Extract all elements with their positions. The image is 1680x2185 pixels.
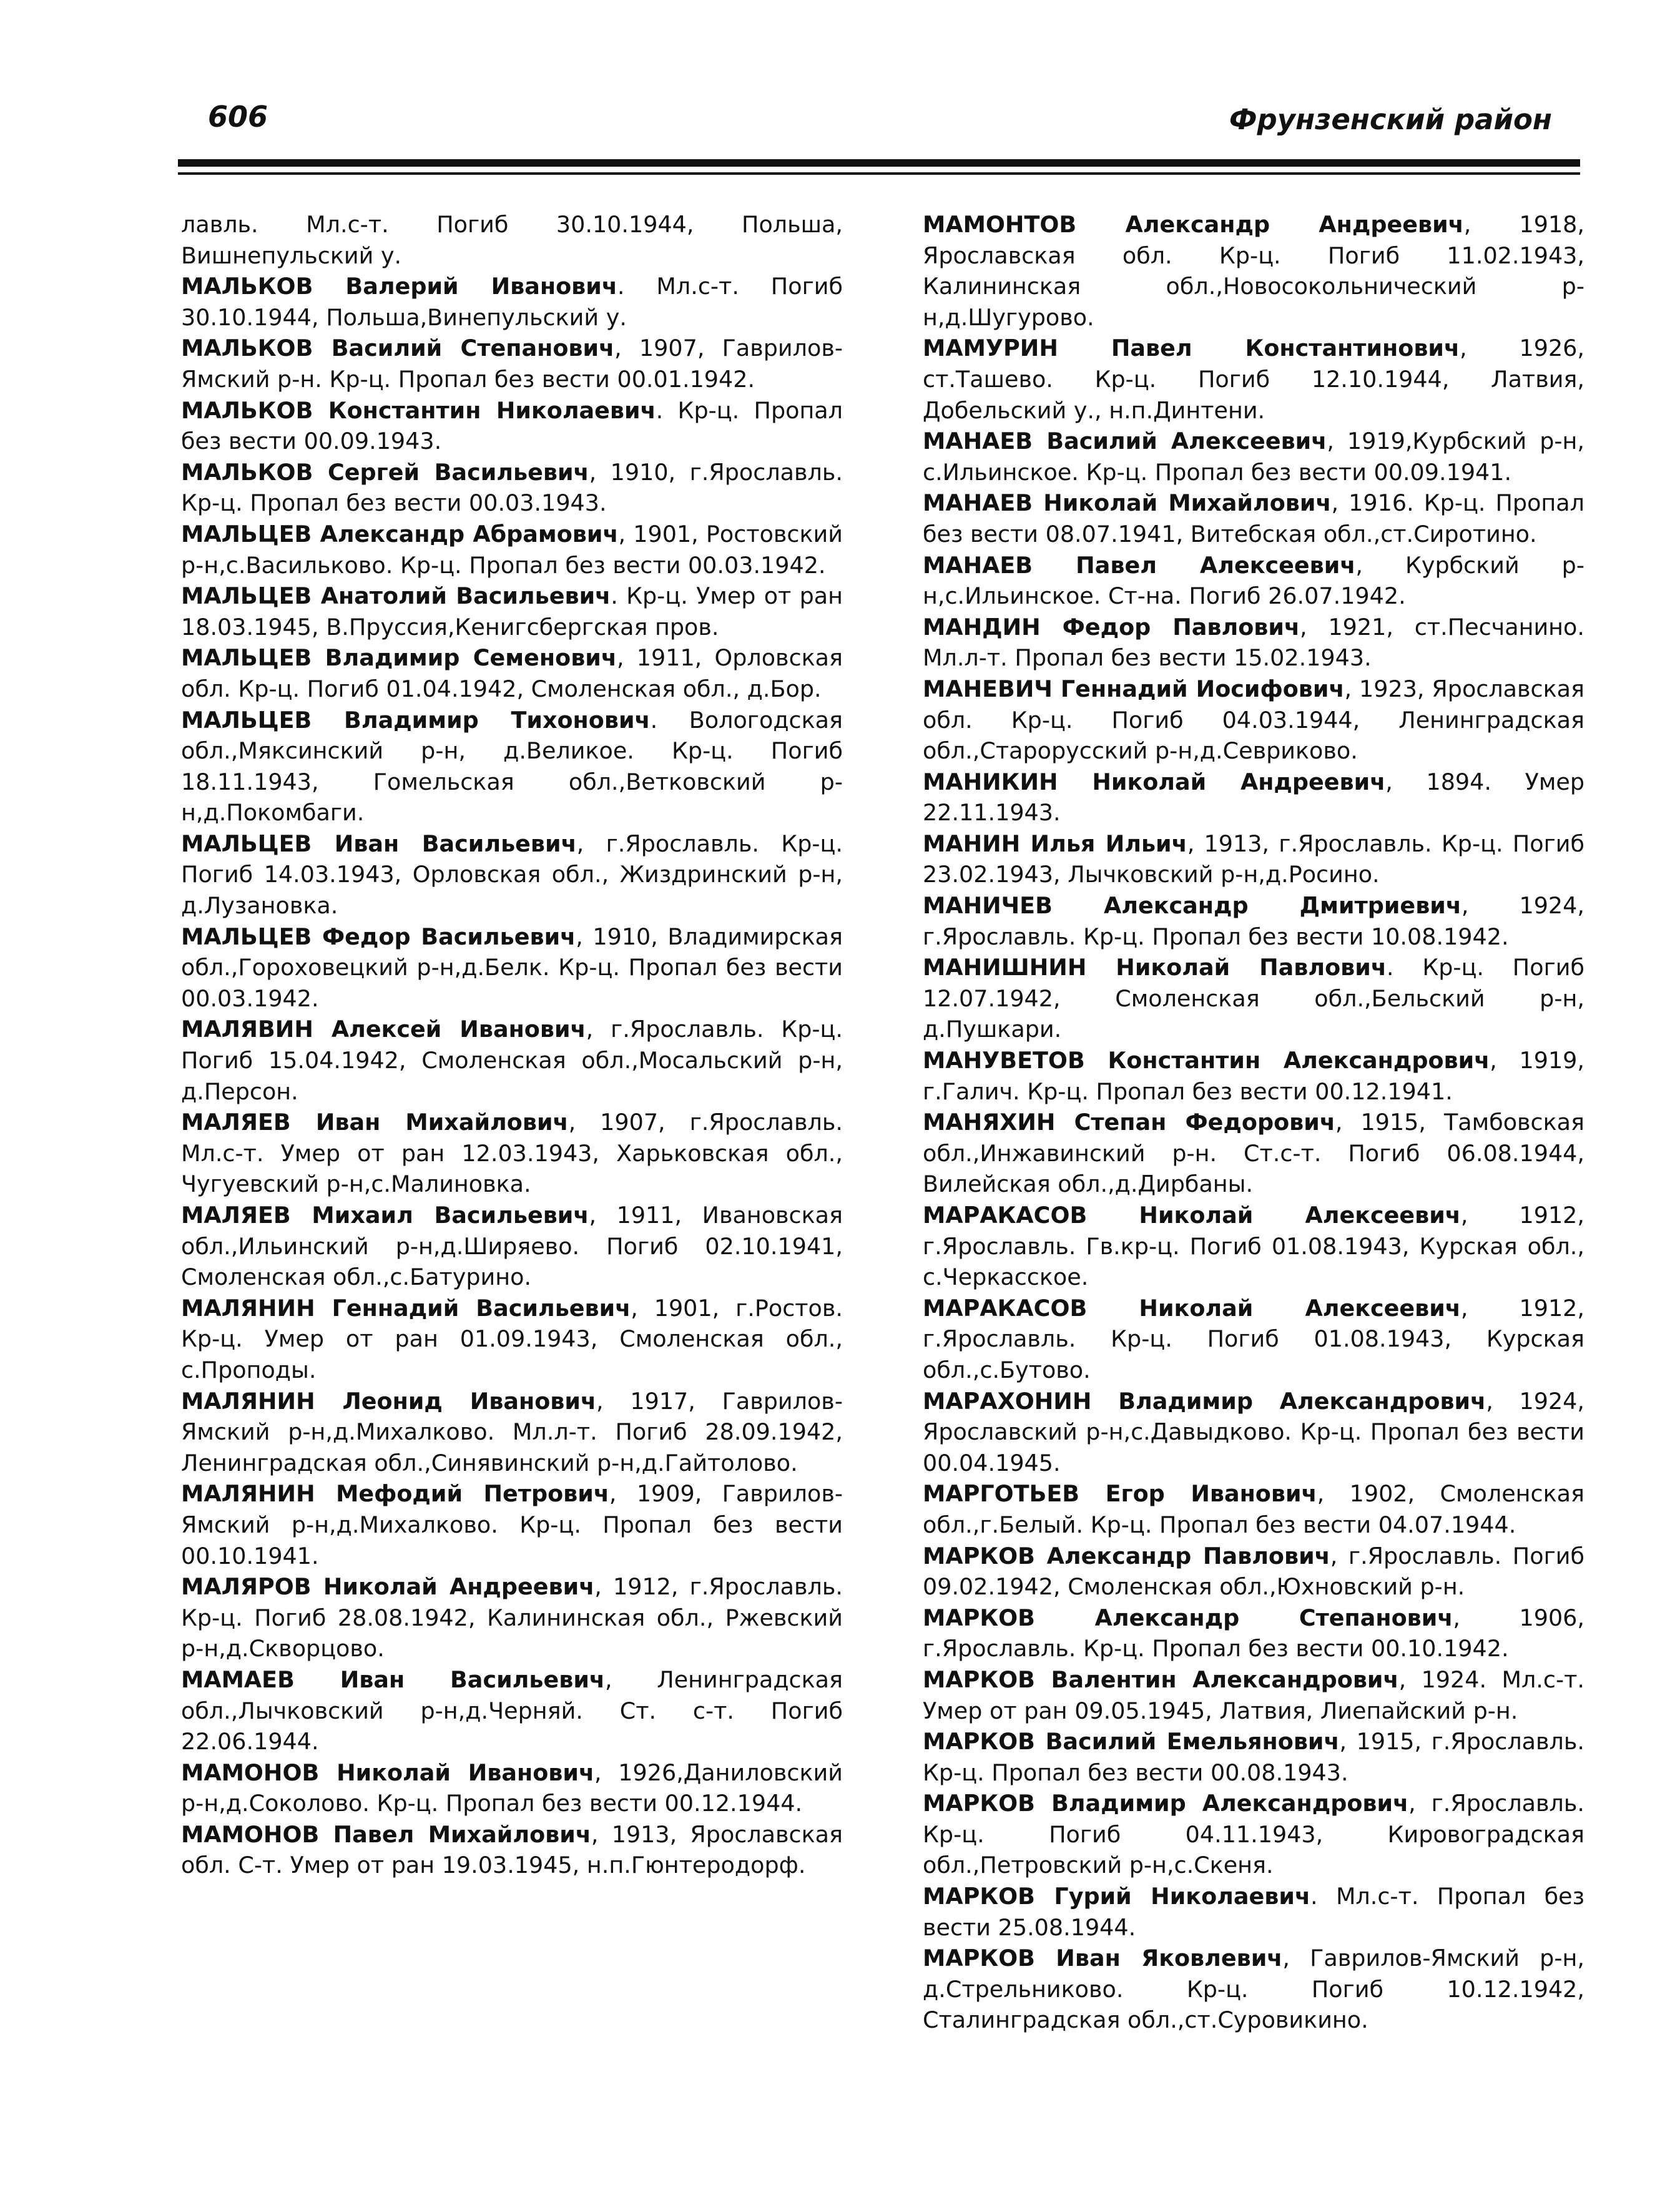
entry-details: , 1918, Ярославская обл. Кр-ц. Погиб 11.02.1943, Калининская обл.,Новосокольнический р-н,д.Шугурово. [923, 211, 1584, 331]
entry-name: МАМОНОВ Николай Иванович [181, 1759, 595, 1786]
entry-details: , Курбский р-н,с.Ильинское. Ст-на. Погиб 26.07.1942. [923, 551, 1584, 610]
memorial-entry [923, 767, 1584, 828]
entry-name: МАЛЬЦЕВ Иван Васильевич [181, 830, 577, 857]
memorial-entry [923, 1664, 1584, 1726]
entry-name: МАЛЬЦЕВ Владимир Тихонович [181, 706, 651, 734]
memorial-entry [923, 550, 1584, 612]
entry-name: МАНИЧЕВ Александр Дмитриевич [923, 892, 1461, 920]
entry-details: . Кр-ц. Погиб 12.07.1942, Смоленская обл.,Бельский р-н, д.Пушкари. [923, 954, 1584, 1043]
entry-name: МАНАЕВ Василий Алексеевич [923, 428, 1327, 455]
entry-name: МАЛЬКОВ Валерий Иванович [181, 273, 617, 300]
memorial-entry [923, 1478, 1584, 1540]
memorial-entry [181, 209, 843, 271]
entry-details: , 1901, Ростовский р-н,с.Васильково. Кр-ц. Пропал без вести 00.03.1942. [181, 520, 843, 579]
entry-name: МАЛЬЦЕВ Анатолий Васильевич [181, 582, 611, 610]
entry-name: МАЛЯНИН Мефодий Петрович [181, 1480, 609, 1508]
entry-details: , 1911, Ивановская обл.,Ильинский р-н,д.Ширяево. Погиб 02.10.1941, Смоленская обл.,с.Батурино. [181, 1202, 843, 1291]
entry-details: , 1919, г.Галич. Кр-ц. Пропал без вести 00.12.1941. [923, 1047, 1584, 1105]
memorial-entry [181, 395, 843, 457]
page-number: 606 [208, 100, 268, 134]
running-title: Фрунзенский район [1229, 103, 1552, 136]
entry-details: , 1910, г.Ярославль. Кр-ц. Пропал без вести 00.03.1943. [181, 458, 843, 517]
memorial-entry [181, 457, 843, 519]
memorial-entry [181, 828, 843, 921]
entry-details: , 1907, г.Ярославль. Мл.с-т. Умер от ран 12.03.1943, Харьковская обл., Чугуевский р-н,с.Малиновка. [181, 1109, 843, 1198]
entry-name: МАЛЬКОВ Константин Николаевич [181, 396, 656, 424]
memorial-entry [923, 1045, 1584, 1107]
entry-details: , 1911, Орловская обл. Кр-ц. Погиб 01.04.1942, Смоленская обл., д.Бор. [181, 644, 843, 702]
memorial-entry [923, 1943, 1584, 2036]
entry-name: МАНИН Илья Ильич [923, 830, 1187, 857]
entry-details: , 1902, Смоленская обл.,г.Белый. Кр-ц. Пропал без вести 04.07.1944. [923, 1480, 1584, 1538]
entry-name: МАРКОВ Валентин Александрович [923, 1666, 1399, 1693]
memorial-entry [181, 921, 843, 1014]
entry-name: МАМУРИН Павел Константинович [923, 335, 1460, 362]
memorial-entry [923, 890, 1584, 952]
memorial-entry [181, 1107, 843, 1200]
entry-name: МАНИШНИН Николай Павлович [923, 954, 1387, 981]
entry-details: . Кр-ц. Пропал без вести 00.09.1943. [181, 396, 843, 455]
entry-name: МАМОНТОВ Александр Андреевич [923, 211, 1464, 238]
header-rule-thin [178, 172, 1580, 175]
memorial-entry [923, 674, 1584, 767]
entry-details: , 1919,Курбский р-н, с.Ильинское. Кр-ц. Пропал без вести 00.09.1941. [923, 428, 1585, 486]
entry-details: , 1910, Владимирская обл.,Гороховецкий р-н,д.Белк. Кр-ц. Пропал без вести 00.03.1942. [181, 923, 843, 1012]
memorial-entry [923, 1200, 1584, 1293]
entry-details: лавль. Мл.с-т. Погиб 30.10.1944, Польша, Вишнепульский у. [181, 211, 843, 269]
entry-name: МАРГОТЬЕВ Егор Иванович [923, 1480, 1317, 1508]
entry-details: , 1912, г.Ярославль. Гв.кр-ц. Погиб 01.08.1943, Курская обл., с.Черкасское. [923, 1202, 1585, 1291]
entry-details: , 1894. Умер 22.11.1943. [923, 768, 1584, 827]
entry-details: . Вологодская обл.,Мяксинский р-н, д.Великое. Кр-ц. Погиб 18.11.1943, Гомельская обл.,Ветковский р-н,д.Покомбаги. [181, 706, 843, 827]
entry-name: МАРКОВ Иван Яковлевич [923, 1945, 1283, 1972]
entry-name: МАНУВЕТОВ Константин Александрович [923, 1047, 1490, 1074]
entry-name: МАЛЬЦЕВ Федор Васильевич [181, 923, 576, 950]
entry-name: МАЛЯВИН Алексей Иванович [181, 1016, 586, 1043]
entry-details: , 1926, ст.Ташево. Кр-ц. Погиб 12.10.1944, Латвия, Добельский у., н.п.Динтени. [923, 335, 1584, 424]
entry-details: , 1916. Кр-ц. Пропал без вести 08.07.1941, Витебская обл.,ст.Сиротино. [923, 489, 1584, 547]
entry-name: МАНДИН Федор Павлович [923, 613, 1300, 641]
memorial-entry [181, 271, 843, 333]
entry-details: , 1924, Ярославский р-н,с.Давыдково. Кр-ц. Пропал без вести 00.04.1945. [923, 1387, 1584, 1476]
memorial-entry [923, 1881, 1584, 1943]
memorial-entry [181, 1293, 843, 1386]
memorial-entry [923, 952, 1584, 1045]
entry-details: , 1901, г.Ростов. Кр-ц. Умер от ран 01.09.1943, Смоленская обл., с.Проподы. [181, 1294, 843, 1383]
entry-name: МАЛЬКОВ Сергей Васильевич [181, 458, 589, 486]
entry-name: МАРКОВ Гурий Николаевич [923, 1883, 1311, 1910]
entry-name: МАРАХОНИН Владимир Александрович [923, 1387, 1486, 1415]
entry-name: МАМАЕВ Иван Васильевич [181, 1666, 605, 1693]
entry-details: , 1913, Ярославская обл. С-т. Умер от ран 19.03.1945, н.п.Гюнтеродорф. [181, 1820, 843, 1879]
entry-details: , 1909, Гаврилов-Ямский р-н,д.Михалково. Кр-ц. Пропал без вести 00.10.1941. [181, 1480, 843, 1569]
entry-details: , 1913, г.Ярославль. Кр-ц. Погиб 23.02.1943, Лычковский р-н,д.Росино. [923, 830, 1585, 888]
memorial-entry [923, 426, 1584, 488]
entry-details: . Мл.с-т. Погиб 30.10.1944, Польша,Винепульский у. [181, 273, 843, 331]
entry-name: МАНАЕВ Павел Алексеевич [923, 551, 1356, 579]
left-column [181, 209, 843, 1881]
memorial-entry [923, 209, 1584, 333]
memorial-entry [181, 1014, 843, 1107]
entry-details: , 1924. Мл.с-т. Умер от ран 09.05.1945, Латвия, Лиепайский р-н. [923, 1666, 1585, 1724]
memorial-entry [923, 612, 1584, 674]
entry-name: МАЛЯНИН Геннадий Васильевич [181, 1294, 631, 1322]
memorial-entry [923, 1107, 1584, 1200]
entry-name: МАРКОВ Василий Емельянович [923, 1728, 1340, 1755]
entry-name: МАЛЯЕВ Михаил Васильевич [181, 1202, 589, 1229]
header-rule-thick [178, 159, 1580, 167]
entry-details: , Ленинградская обл.,Лычковский р-н,д.Черняй. Ст. с-т. Погиб 22.06.1944. [181, 1666, 843, 1755]
entry-name: МАЛЬЦЕВ Владимир Семенович [181, 644, 617, 672]
entry-details: , 1921, ст.Песчанино. Мл.л-т. Пропал без вести 15.02.1943. [923, 613, 1584, 672]
memorial-entry [181, 1386, 843, 1479]
memorial-entry [923, 1788, 1584, 1881]
memorial-entry [181, 1757, 843, 1819]
memorial-entry [923, 1541, 1584, 1603]
memorial-entry [181, 642, 843, 704]
entry-details: , 1912, г.Ярославль. Кр-ц. Погиб 01.08.1943, Курская обл.,с.Бутово. [923, 1294, 1585, 1383]
memorial-entry [923, 828, 1584, 890]
entry-details: , г.Ярославль. Кр-ц. Погиб 14.03.1943, Орловская обл., Жиздринский р-н, д.Лузановка. [181, 830, 843, 920]
memorial-entry [923, 1293, 1584, 1386]
entry-details: . Мл.с-т. Пропал без вести 25.08.1944. [923, 1883, 1584, 1941]
memorial-entry [923, 1386, 1584, 1479]
memorial-entry [181, 581, 843, 642]
memorial-entry [181, 1571, 843, 1664]
entry-name: МАЛЬЦЕВ Александр Абрамович [181, 520, 619, 547]
entry-name: МАНЕВИЧ Геннадий Иосифович [923, 675, 1345, 702]
entry-name: МАРКОВ Александр Павлович [923, 1542, 1330, 1569]
entry-details: , 1924, г.Ярославль. Кр-ц. Пропал без вести 10.08.1942. [923, 892, 1584, 950]
entry-details: , 1915, Тамбовская обл.,Инжавинский р-н. Ст.с-т. Погиб 06.08.1944, Вилейская обл.,д.Дирбаны. [923, 1109, 1584, 1198]
memorial-entry [181, 705, 843, 828]
memorial-entry [181, 1200, 843, 1293]
entry-details: . Кр-ц. Умер от ран 18.03.1945, В.Пруссия,Кенигсбергская пров. [181, 582, 843, 641]
memorial-entry [181, 1664, 843, 1757]
entry-name: МАЛЯЕВ Иван Михайлович [181, 1109, 569, 1136]
memorial-entry [181, 519, 843, 581]
memorial-entry [181, 1819, 843, 1881]
entry-details: , Гаврилов-Ямский р-н, д.Стрельниково. Кр-ц. Погиб 10.12.1942, Сталинградская обл.,ст.Суровикино. [923, 1945, 1584, 2034]
entry-details: , 1906, г.Ярославль. Кр-ц. Пропал без вести 00.10.1942. [923, 1604, 1585, 1662]
entry-name: МАНЯХИН Степан Федорович [923, 1109, 1335, 1136]
entry-name: МАНАЕВ Николай Михайлович [923, 489, 1332, 517]
memorial-entry [181, 1478, 843, 1571]
entry-name: МАЛЯРОВ Николай Андреевич [181, 1573, 595, 1601]
entry-details: , 1915, г.Ярославль. Кр-ц. Пропал без вести 00.08.1943. [923, 1728, 1584, 1786]
entry-details: , г.Ярославль. Кр-ц. Погиб 15.04.1942, Смоленская обл.,Мосальский р-н, д.Персон. [181, 1016, 843, 1105]
entry-details: , 1912, г.Ярославль. Кр-ц. Погиб 28.08.1942, Калининская обл., Ржевский р-н,д.Скворцово. [181, 1573, 843, 1662]
entry-name: МАМОНОВ Павел Михайлович [181, 1820, 591, 1848]
entry-details: , 1926,Даниловский р-н,д.Соколово. Кр-ц. Пропал без вести 00.12.1944. [181, 1759, 843, 1817]
right-column [923, 209, 1584, 2036]
entry-name: МАРКОВ Александр Степанович [923, 1604, 1453, 1631]
entry-details: , 1907, Гаврилов-Ямский р-н. Кр-ц. Пропал без вести 00.01.1942. [181, 335, 843, 393]
memorial-entry [181, 333, 843, 395]
memorial-entry [923, 333, 1584, 426]
memorial-entry [923, 488, 1584, 549]
entry-name: МАЛЯНИН Леонид Иванович [181, 1387, 597, 1415]
memorial-entry [923, 1726, 1584, 1788]
entry-name: МАРАКАСОВ Николай Алексеевич [923, 1294, 1461, 1322]
entry-details: , г.Ярославль. Погиб 09.02.1942, Смоленская обл.,Юхновский р-н. [923, 1542, 1584, 1601]
entry-details: , 1917, Гаврилов-Ямский р-н,д.Михалково. Мл.л-т. Погиб 28.09.1942, Ленинградская обл.,Синявинский р-н,д.Гайтолово. [181, 1387, 843, 1476]
memorial-entry [923, 1603, 1584, 1664]
entry-name: МАНИКИН Николай Андреевич [923, 768, 1386, 795]
entry-details: , г.Ярославль. Кр-ц. Погиб 04.11.1943, Кировоградская обл.,Петровский р-н,с.Скеня. [923, 1790, 1584, 1879]
entry-name: МАРАКАСОВ Николай Алексеевич [923, 1202, 1461, 1229]
entry-name: МАРКОВ Владимир Александрович [923, 1790, 1409, 1817]
entry-details: , 1923, Ярославская обл. Кр-ц. Погиб 04.03.1944, Ленинградская обл.,Старорусский р-н,д.Севриково. [923, 675, 1584, 765]
entry-name: МАЛЬКОВ Василий Степанович [181, 335, 615, 362]
